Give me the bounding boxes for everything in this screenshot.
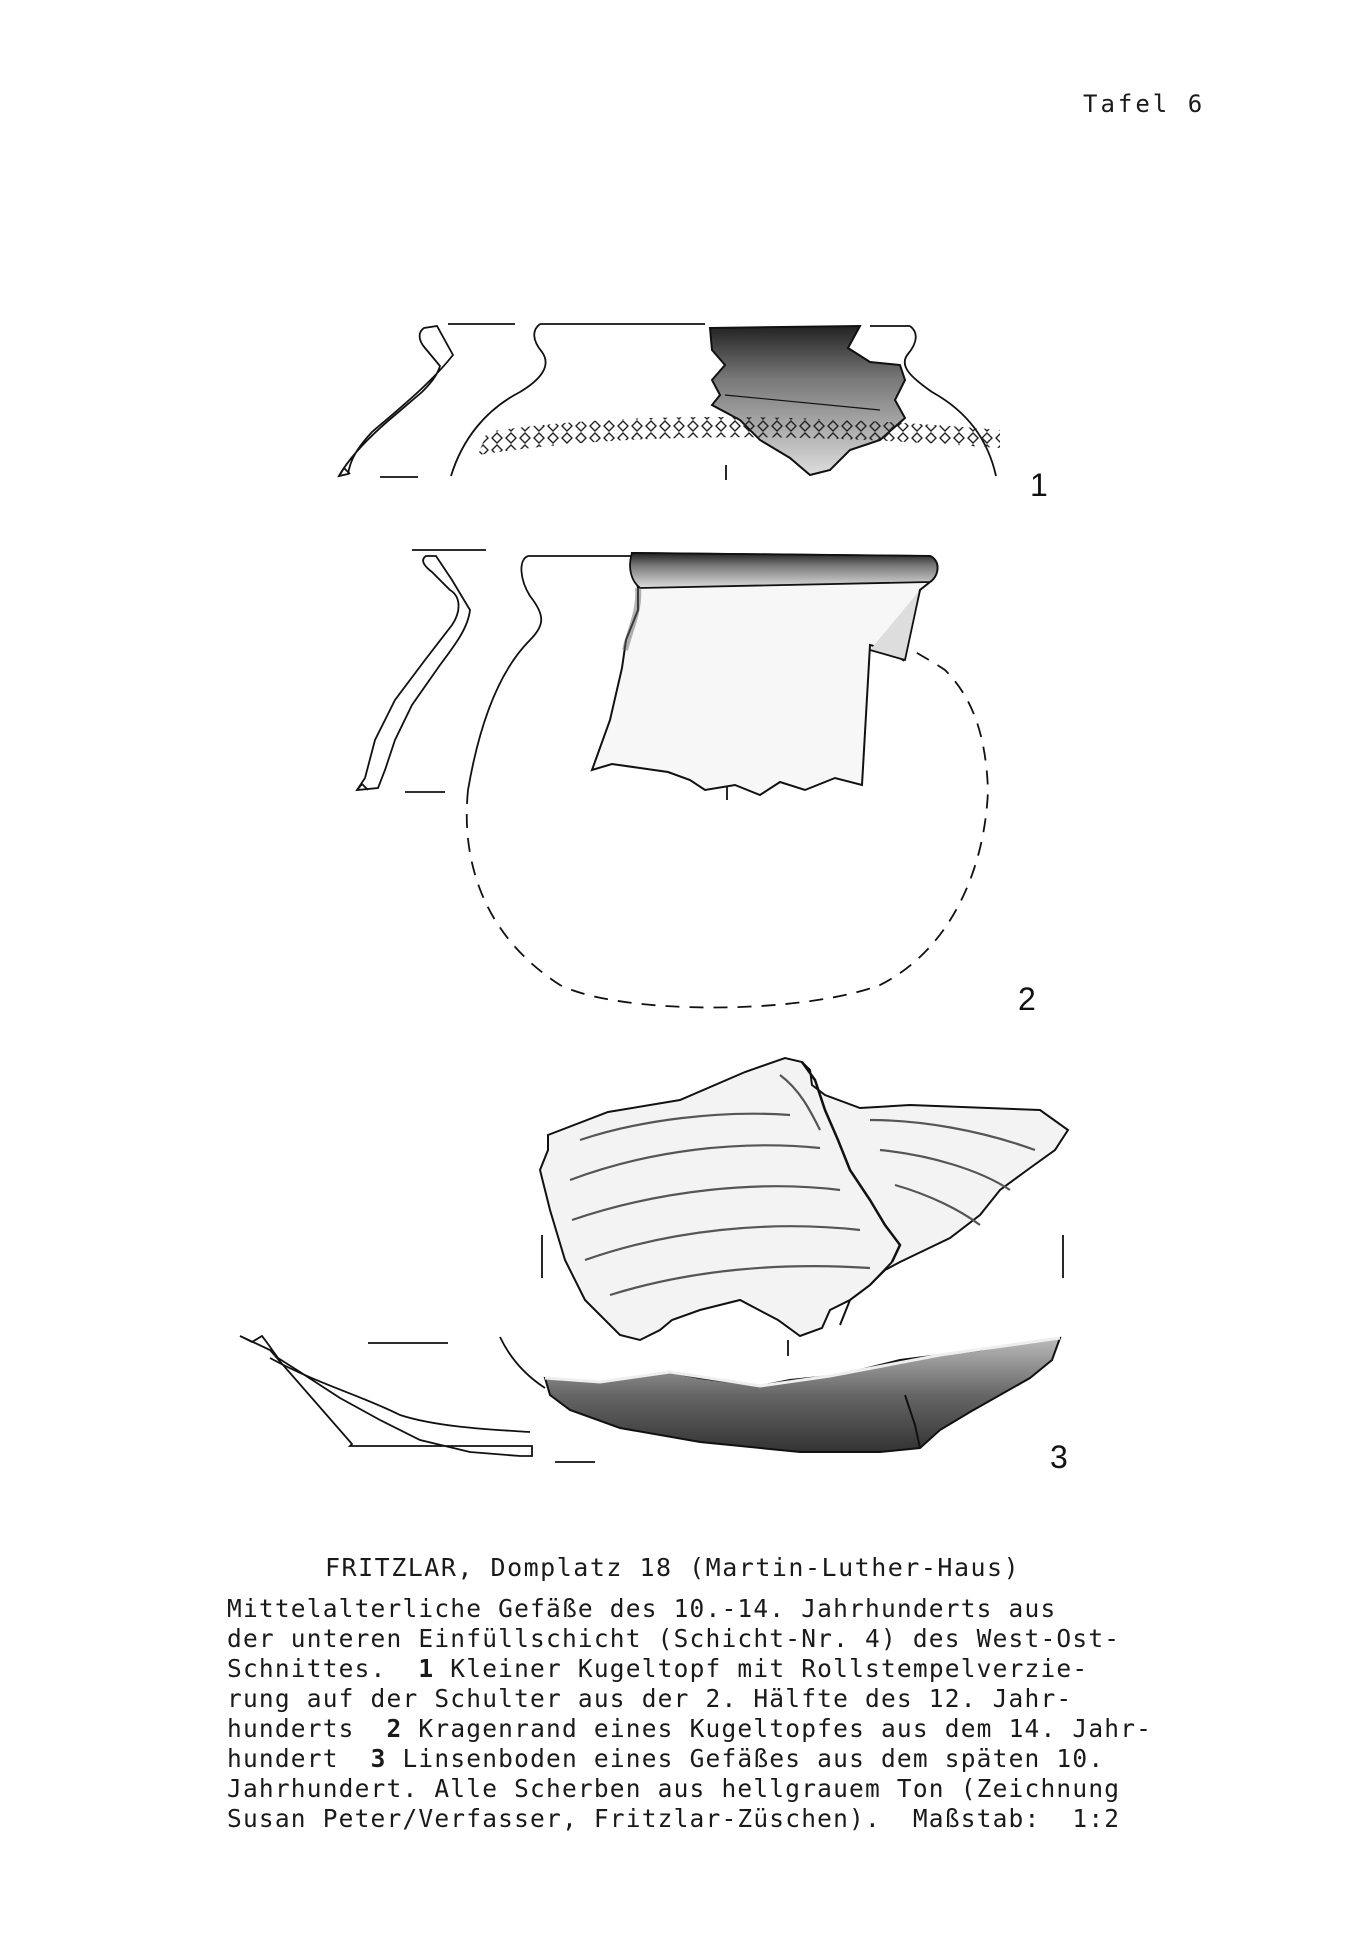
caption-line: Susan Peter/Verfasser, Fritzlar-Züschen). Maßstab: 1:2 [227,1804,1121,1833]
figure-3-number: 3 [1050,1439,1068,1475]
plate-label: Tafel 6 [1083,90,1206,118]
caption-title: FRITZLAR, Domplatz 18 (Martin-Luther-Haus) [325,1553,1021,1582]
caption-body [227,1594,1152,1834]
caption-figure-ref: 3 [370,1744,387,1773]
caption-line: Mittelalterliche Gefäße des 10.-14. Jahrhunderts aus [227,1594,1057,1623]
caption-line: Schnittes. [227,1654,419,1683]
figure-1-drawing [339,324,1000,480]
caption-line: hundert [227,1744,371,1773]
caption-line: Linsenboden eines Gefäßes aus dem späten 10. [386,1744,1105,1773]
caption-line: Kleiner Kugeltopf mit Rollstempelverzie- [434,1654,1089,1683]
caption-line: der unteren Einfüllschicht (Schicht-Nr. 4) des West-Ost- [227,1624,1121,1653]
caption-line: Jahrhundert. Alle Scherben aus hellgrauem Ton (Zeichnung [227,1774,1121,1803]
figure-3-drawing [240,1058,1068,1462]
figure-1-number: 1 [1030,467,1048,503]
caption-figure-ref: 2 [386,1714,403,1743]
caption-line: hunderts [227,1714,387,1743]
caption-line: rung auf der Schulter aus der 2. Hälfte des 12. Jahr- [227,1684,1073,1713]
caption-figure-ref: 1 [418,1654,435,1683]
figure-2-number: 2 [1018,981,1036,1017]
caption-line: Kragenrand eines Kugeltopfes aus dem 14. Jahr- [402,1714,1153,1743]
figure-2-drawing [357,550,988,1008]
